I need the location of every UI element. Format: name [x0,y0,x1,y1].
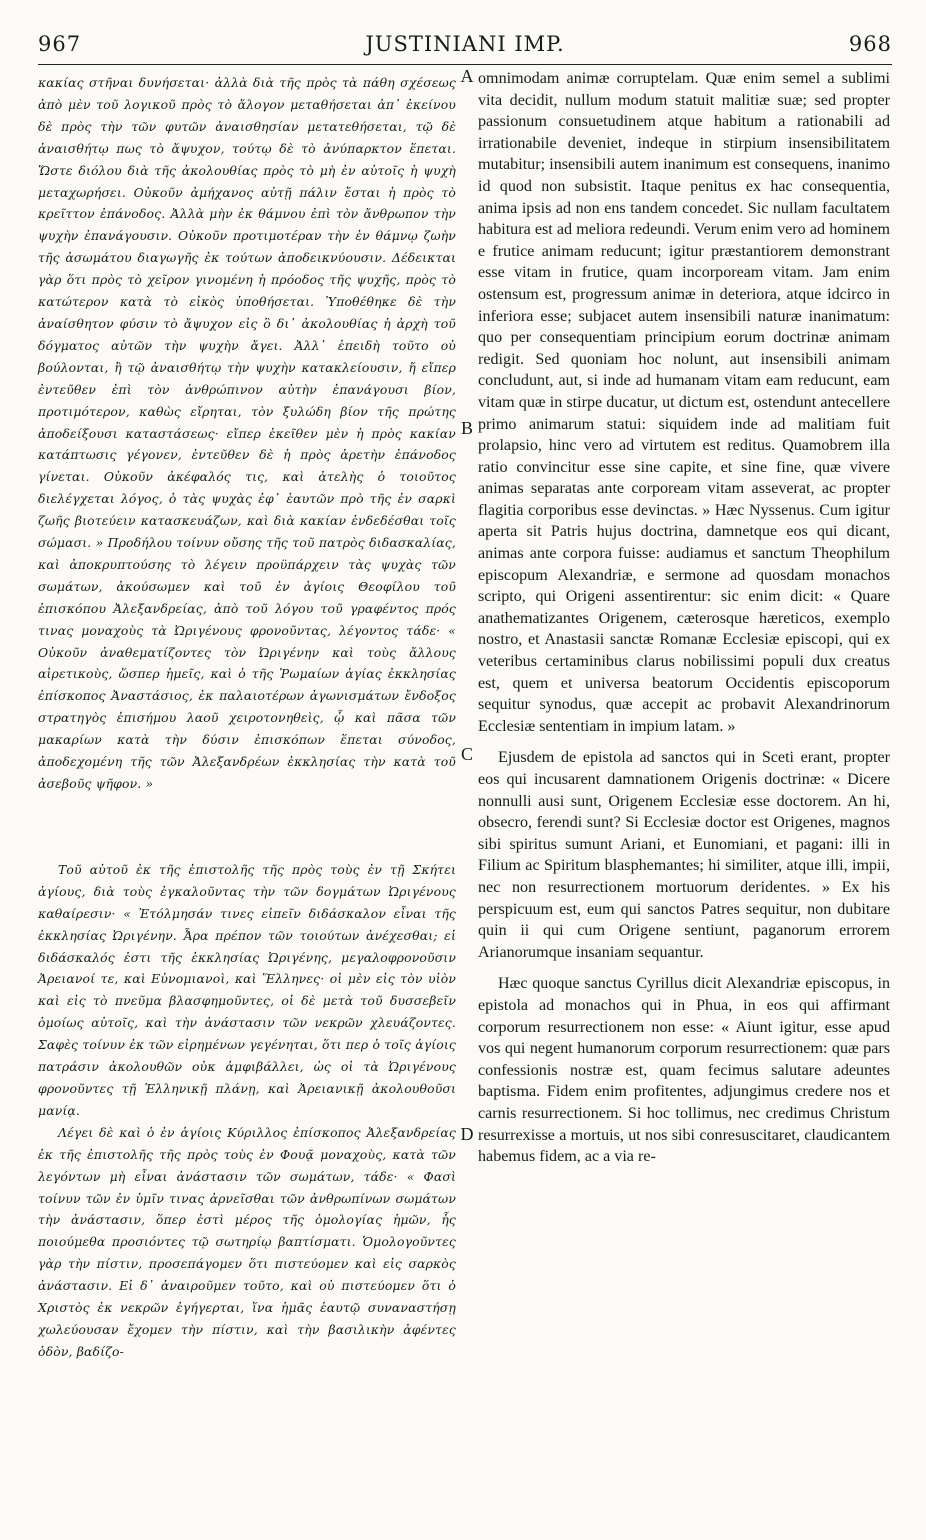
margin-marker-b: B [460,418,473,438]
greek-paragraph: Τοῦ αὐτοῦ ἐκ τῆς ἐπιστολῆς τῆς πρὸς τοὺς ἐν τῇ Σκήτει ἁγίους, διὰ τοὺς ἐγκαλοῦντας τὴν τῶν δογμάτων Ὠριγένους καθαίρεσιν· « Ἐτόλμησάν τινες εἰπεῖν διδάσκαλον εἶναι τῆς ἐκκλησίας Ὠριγένην. Ἆρα πρέπον τῶν τοιούτων ἀνέχεσθαι; εἰ διδάσκαλός ἐστι τῆς ἐκκλησίας Ὠριγένης, μεγαλοφρονοῦσιν Ἀρειανοί τε, καὶ Εὐνομιανοὶ, καὶ Ἕλληνες· οἱ μὲν εἰς τὸν υἱὸν καὶ εἰς τὸ πνεῦμα βλασφημοῦντες, οἱ δὲ μετὰ τοῦ δυσσεβεῖν ὁμοίως αὐτοῖς, καὶ τὴν ἀνάστασιν τῶν νεκρῶν χλευάζοντες. Σαφὲς τοίνυν ἐκ τῶν εἰρημένων γεγένηται, ὅτι περ ὁ τοῖς ἁγίοις πατράσιν ἀκολουθῶν οὐκ ἀμφιβάλλει, ὡς οἱ τὰ Ὠριγένους φρονοῦντες τῇ Ἑλληνικῇ πλάνῃ, καὶ Ἀρειανικῇ ἀκολουθοῦσι μανίᾳ. [38,861,456,1118]
margin-marker-d: D [460,1124,474,1144]
greek-paragraph: Λέγει δὲ καὶ ὁ ἐν ἁγίοις Κύριλλος ἐπίσκοπος Ἀλεξανδρείας ἐκ τῆς ἐπιστολῆς τῆς πρὸς τοὺς ἐν Φουᾷ μοναχοὺς, κατὰ τῶν λεγόντων μὴ εἶναι ἀνάστασιν τῶν σωμάτων, τάδε· « Φασὶ τοίνυν τῶν ἐν ὑμῖν τινας ἀρνεῖσθαι τῶν ἀνθρωπίνων σωμάτων τὴν ἀνάστασιν, ὅπερ ἐστὶ μέρος τῆς ὁμολογίας ἡμῶν, ἧς ποιούμεθα προσιόντες τῷ σωτηρίῳ βαπτίσματι. Ὁμολογοῦντες γὰρ τὴν πίστιν, προσεπάγομεν ὅτι πιστεύομεν καὶ εἰς σαρκὸς ἀνάστασιν. Εἰ δ᾽ ἀναιροῦμεν τοῦτο, καὶ οὐ πιστεύομεν ὅτι ὁ Χριστὸς ἐκ νεκρῶν ἐγήγερται, ἵνα ἡμᾶς ἑαυτῷ συναναστήσῃ χωλεύουσαν ἔχομεν τὴν πίστιν, καὶ τὴν βασιλικὴν ἀφέντες ὁδὸν, βαδίζο- [38,1124,456,1359]
greek-paragraph: κακίας στῆναι δυνήσεται· ἀλλὰ διὰ τῆς πρὸς τὰ πάθη σχέσεως ἀπὸ μὲν τοῦ λογικοῦ πρὸς τὸ ἄλογον μεταθήσεται ἀπ᾽ ἐκείνου δὲ πρὸς τὴν τῶν φυτῶν ἀναισθησίαν μετατεθήσεται, τῷ δὲ ἀναισθήτῳ πως τὸ ἄψυχον, τούτῳ δὲ τὸ ἀνύπαρκτον ἕπεται. Ὥστε διόλου διὰ τῆς ἀκολουθίας πρὸς τὸ μὴ ἐν αὐτοῖς ἡ ψυχὴ μεταχωρήσει. Οὐκοῦν ἀμήχανος αὐτῇ πάλιν ἔσται ἡ πρὸς τὸ κρεῖττον ἐπάνοδος. Ἀλλὰ μὴν ἐκ θάμνου ἐπὶ τὸν ἄνθρωπον τὴν ψυχὴν ἐπανάγουσιν. Οὐκοῦν προτιμοτέραν τὴν ἐν θάμνῳ ζωὴν τῆς ἀσωμάτου διαγωγῆς ἐκ τούτων ἀποδεικνύουσιν. Δέδεικται γὰρ ὅτι πρὸς τὸ χεῖρον γινομένη ἡ πρόοδος τῆς ψυχῆς, πρὸς τὸ κατώτερον κατὰ τὸ εἰκὸς ὑποθήσεται. Ὑποθέθηκε δὲ τὴν ἀναίσθητον φύσιν τὸ ἄψυχον εἰς ὃ δι᾽ ἀκολουθίας ἡ ἀρχὴ τοῦ δόγματος αὐτῶν τὴν ψυχὴν ἄγει. Ἀλλ᾽ ἐπειδὴ τοῦτο οὐ βούλονται, ἢ τῷ ἀναισθήτῳ τὴν ψυχὴν κατακλείουσιν, ἤ εἴπερ ἐντεῦθεν ἐπὶ τὸν ἀνθρώπινον αὐτὴν ἐπανάγουσι βίον, προτιμότερον, καθὼς εἴρηται, τὸν ξυλώδη βίον τῆς πρώτης ἀποδείξουσι καταστάσεως· εἴπερ ἐκεῖθεν μὲν ἡ πρὸς κακίαν κατάπτωσις γέγονεν, ἐντεῦθεν δὲ ἡ πρὸς ἀρετὴν ἐπάνοδος γίνεται. Οὐκοῦν ἀκέφαλός τις, καὶ ἀτελὴς ὁ τοιοῦτος διελέγχεται λόγος, ὁ τὰς ψυχὰς ἐφ᾽ ἑαυτῶν πρὸ τῆς ἐν σαρκὶ ζωῆς βιοτεύειν κατασκευάζων, καὶ διὰ κακίαν ἐνδεδέσθαι τοῖς σώμασι. » Προδήλου τοίνυν οὔσης τῆς τοῦ πατρὸς διδασκαλίας, καὶ ἀποκρυπτούσης τὸ λέγειν προϋπάρχειν τὰς ψυχὰς τῶν σωμάτων, ἀκούσωμεν καὶ τοῦ ἐν ἁγίοις Θεοφίλου τοῦ ἐπισκόπου Ἀλεξανδρείας, ἀπὸ τοῦ λόγου τοῦ γραφέντος πρός τινας μοναχοὺς τὰ Ὠριγένους φρονοῦντας, λέγοντος τάδε· « Οὐκοῦν ἀναθεματίζοντες τὸν Ὠριγένην καὶ τοὺς ἄλλους αἱρετικοὺς, ὥσπερ ἡμεῖς, καὶ ὁ τῆς Ῥωμαίων ἁγίας ἐκκλησίας ἐπίσκοπος Ἀναστάσιος, ἐκ παλαιοτέρων ἀγωνισμάτων ἔνδοξος στρατηγὸς ἐπισήμου λαοῦ χειροτονηθεὶς, ᾧ καὶ πᾶσα τῶν μακαρίων κατὰ τὴν δύσιν ἐπισκόπων ἕπεται σύνοδος, ἀποδεχομένη τῆς τῶν Ἀλεξανδρέων ἐκκλησίας τὴν κατὰ τοῦ ἀσεβοῦς ψῆφον. » [38,75,456,791]
margin-marker-c: C [460,744,473,764]
page-header [38,30,892,65]
right-page-number: 968 [848,32,892,56]
latin-column [478,68,890,1168]
greek-column [38,72,456,1363]
running-title: JUSTINIANI IMP. [365,32,565,56]
latin-paragraph: Ejusdem de epistola ad sanctos qui in Sceti erant, propter eos qui incusarent damnationem Origenis doctrinæ: « Dicere nonnulli ausi sunt, Origenem Ecclesiæ esse doctorem. An hi, obsecro, ferendi sunt? Si Ecclesiæ doctor est Origenes, magnos sibi spiritus sumunt Ariani, et Eunomiani, et pagani: illi in Filium ac Spiritum blasphemantes; hi similiter, atque illi, impii, nec non resurrectionem mortuorum deridentes. » Ex his perspicuum est, eum qui sanctos Patres sequitur, non dubitare quin ii qui cum Origene sentiunt, paganorum errorem Arianorumque insaniam sequantur. [478,749,890,961]
latin-paragraph: omnimodam animæ corruptelam. Quæ enim semel a sublimi vita decidit, nullum modum statuit malitiæ suæ; sed propter passionum consuetudinem atque habitum a rationabili ad irrationabile deveniet, indeque in stirpium insensibilitatem mutabitur; insensibili autem inanimum est consequens, inanimo id quod non subsistit. Itaque penitus ex hac consequentia, anima ipsis ad non ens tandem concedet. Sic nullam facultatem habitura est ad meliora redeundi. Verum enim vero ad hominem e frutice animam reducunt; igitur præstantiorem demonstrant esse vitam in frutice, quam incorpoream vitam. Jam enim ostensum est, progressum animæ in deteriora, atque idcirco in inferiora esse; subjacet autem insensibili naturæ inanimatum: quo per consequentiam principium eorum doctrinæ animam redigit. Sed quoniam hoc nolunt, aut insensibili animam concludunt, aut, si inde ad humanam vitam eam reducunt, eam vitam quæ in stirpe ducatur, ut dictum est, ostendunt antecellere primo animarum statui: siquidem inde ad malitiam fuit prolapsio, hinc vero ad virtutem est reditus. Quamobrem illa ratio convincitur esse sine capite, et sine fine, quæ vivere animas separatas ante corpoream vitam asseverat, ac propter flagitia corporibus esse devinctas. » Hæc Nyssenus. Cum igitur aperta sit Patris hujus doctrina, damnetque eos qui dicant, animas ante corpora fuisse: audiamus et sanctum Theophilum episcopum Alexandriæ, e sermone ad quosdam monachos scripto, qui Origeni assentirentur: sic enim dicit: « Quare anathematizantes Origenem, cæterosque hæreticos, exemplo nostro, et Anastasii sanctæ Romanæ Ecclesiæ episcopi, qui ex veteribus certaminibus clarus nobilissimi populi dux creatus est, quem et universa beatorum Occidentis episcoporum sequitur synodus, quæ accepit ac probavit Alexandrinorum Ecclesiæ sententiam in impium latam. » [478,70,890,735]
margin-marker-a: A [460,66,474,86]
left-page-number: 967 [38,32,82,56]
latin-paragraph: Hæc quoque sanctus Cyrillus dicit Alexandriæ episcopus, in epistola ad monachos qui in Phua, in eos qui affirmant corporum resurrectionem non esse: « Aiunt igitur, esse apud vos qui negent humanorum corporum resurrectionem: quæ pars confessionis nostræ est, quam fecimus salutare adeuntes baptisma. Fidem enim profitentes, adjungimus credere nos et carnis resurrectionem. Si hoc tollimus, nec credimus Christum resurrexisse a mortuis, ut nos sibi conresuscitaret, claudicantem habemus fidem, ac a via re- [478,975,890,1166]
